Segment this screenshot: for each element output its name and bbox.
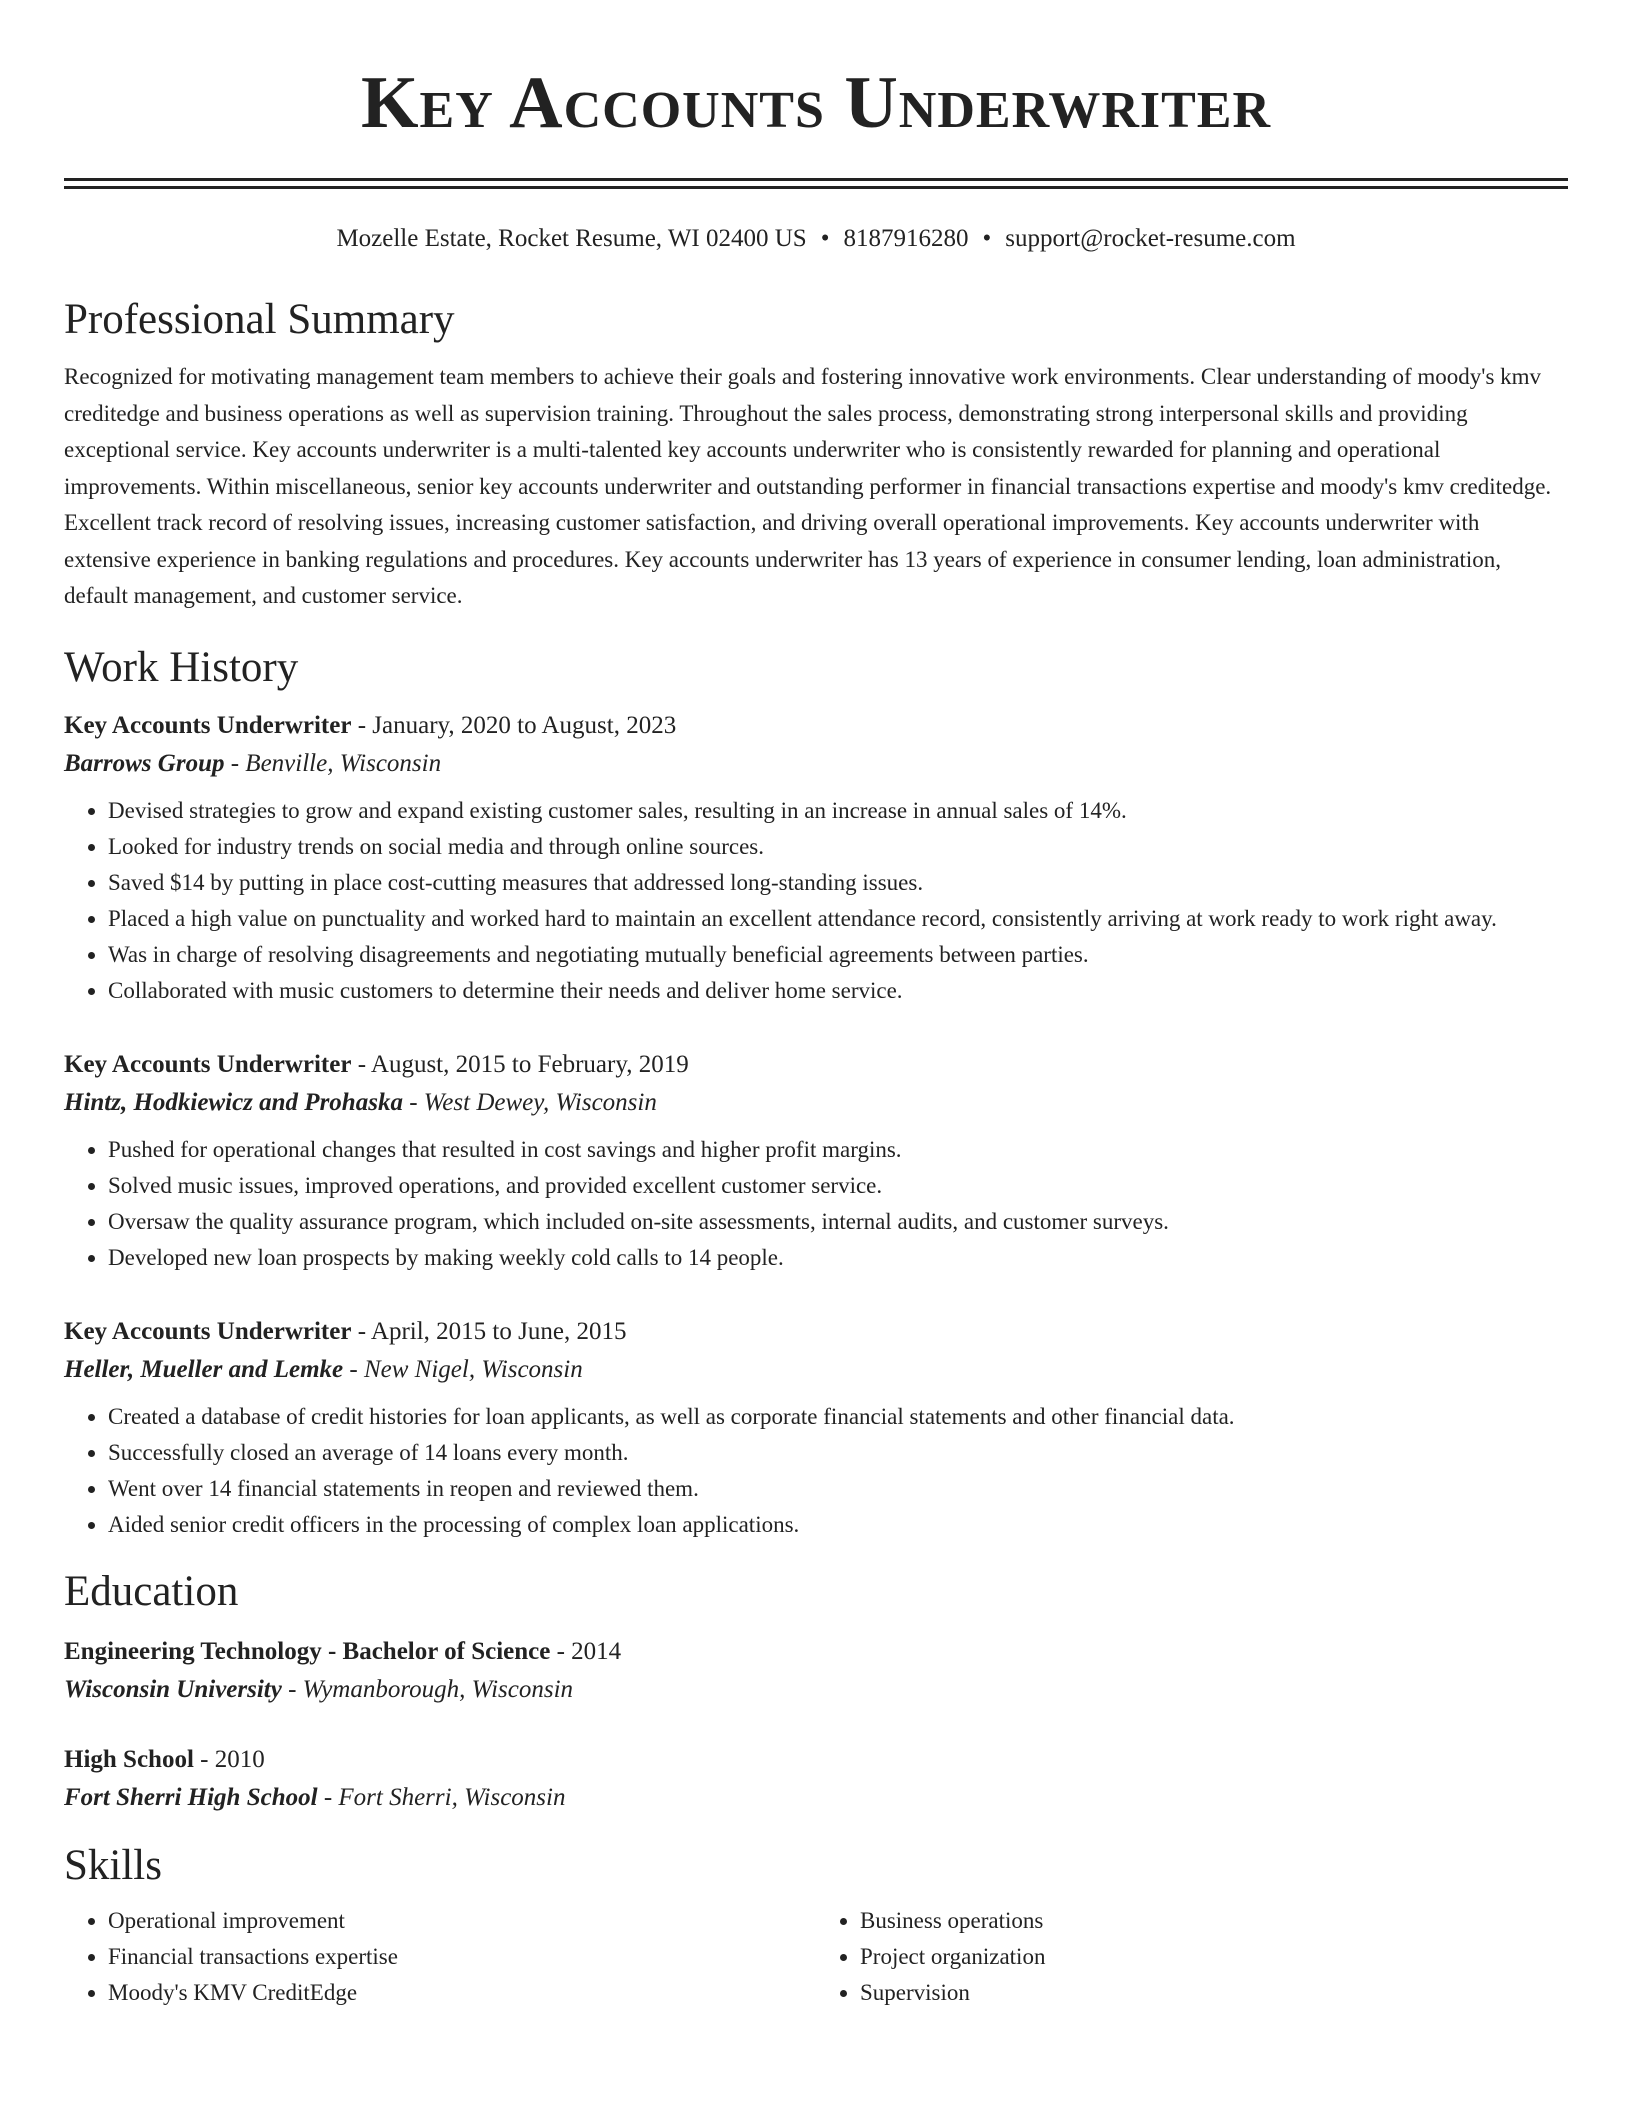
- education-school-line: [64, 1671, 1568, 1709]
- section-title-skills: Skills: [64, 1841, 162, 1889]
- job-bullets: [64, 1132, 1568, 1276]
- skills-column-right: [816, 1903, 1568, 2011]
- job-location: - New Nigel, Wisconsin: [343, 1355, 583, 1383]
- contact-line: [64, 223, 1568, 255]
- education-year: - 2010: [193, 1745, 265, 1773]
- list-item: • Moody's KMV CreditEdge: [108, 1975, 816, 2011]
- list-item: • Developed new loan prospects by making weekly cold calls to 14 people.: [108, 1240, 1568, 1276]
- job-location: - West Dewey, Wisconsin: [402, 1088, 657, 1116]
- education-location: - Wymanborough, Wisconsin: [281, 1675, 574, 1703]
- education-location: - Fort Sherri, Wisconsin: [317, 1783, 566, 1811]
- job-location: - Benville, Wisconsin: [224, 749, 442, 777]
- job-dates: - April, 2015 to June, 2015: [351, 1317, 627, 1345]
- list-item: • Saved $14 by putting in place cost-cutting measures that addressed long-standing issues.: [108, 865, 1568, 901]
- job-title-line: [64, 1313, 1568, 1351]
- education-degree: High School: [64, 1745, 194, 1773]
- list-item: • Looked for industry trends on social media and through online sources.: [108, 829, 1568, 865]
- list-item: • Created a database of credit histories for loan applicants, as well as corporate financial statements and other financial data.: [108, 1399, 1568, 1435]
- contact-separator: •: [982, 225, 992, 252]
- list-item: • Placed a high value on punctuality and worked hard to maintain an excellent attendance record, consistently arriving at work ready to work right away.: [108, 901, 1568, 937]
- summary-text: Recognized for motivating management team members to achieve their goals and fostering innovative work environments. Clear understanding of moody's kmv creditedge and business operations as well as supervision training. Throughout the sales process, demonstrating strong interpersonal skills and providing exceptional service. Key accounts underwriter is a multi-talented key accounts underwriter who is consistently rewarded for planning and operational improvements. Within miscellaneous, senior key accounts underwriter and outstanding performer in financial transactions expertise and moody's kmv creditedge. Excellent track record of resolving issues, increasing customer satisfaction, and driving overall operational improvements. Key accounts underwriter with extensive experience in banking regulations and procedures. Key accounts underwriter has 13 years of experience in consumer lending, loan administration, default management, and customer service.: [64, 364, 1552, 608]
- job-dates: - August, 2015 to February, 2019: [351, 1050, 689, 1078]
- list-item: • Was in charge of resolving disagreements and negotiating mutually beneficial agreements between parties.: [108, 937, 1568, 973]
- contact-separator: •: [820, 225, 830, 252]
- education-school: Wisconsin University: [64, 1675, 282, 1703]
- education-degree-line: [64, 1741, 1568, 1779]
- list-item: • Pushed for operational changes that resulted in cost savings and higher profit margins.: [108, 1132, 1568, 1168]
- skills-column-left: [64, 1903, 816, 2011]
- education-degree: Engineering Technology - Bachelor of Science: [64, 1637, 551, 1665]
- job-company-line: [64, 1351, 1568, 1389]
- list-item: • Successfully closed an average of 14 loans every month.: [108, 1435, 1568, 1471]
- list-item: • Devised strategies to grow and expand existing customer sales, resulting in an increase in annual sales of 14%.: [108, 793, 1568, 829]
- job-role: Key Accounts Underwriter: [64, 711, 352, 739]
- list-item: • Solved music issues, improved operations, and provided excellent customer service.: [108, 1168, 1568, 1204]
- section-title-education: Education: [64, 1567, 239, 1615]
- job-role: Key Accounts Underwriter: [64, 1317, 352, 1345]
- section-title-work-history: Work History: [64, 643, 299, 691]
- skills-list: [64, 1903, 1568, 2011]
- education-entry: [64, 1633, 1568, 1709]
- contact-address: Mozelle Estate, Rocket Resume, WI 02400 US: [336, 225, 807, 252]
- resume-name: Key Accounts Underwriter: [360, 62, 1272, 144]
- list-item: • Went over 14 financial statements in reopen and reviewed them.: [108, 1471, 1568, 1507]
- contact-email: support@rocket-resume.com: [1005, 225, 1296, 252]
- job-company: Heller, Mueller and Lemke: [64, 1355, 344, 1383]
- list-item: • Business operations: [860, 1903, 1568, 1939]
- education-year: - 2014: [550, 1637, 622, 1665]
- job-company-line: [64, 745, 1568, 783]
- job-entry: [64, 707, 1568, 1009]
- job-role: Key Accounts Underwriter: [64, 1050, 352, 1078]
- education-degree-line: [64, 1633, 1568, 1671]
- job-bullets: [64, 1399, 1568, 1543]
- education-school: Fort Sherri High School: [64, 1783, 318, 1811]
- job-title-line: [64, 707, 1568, 745]
- job-company-line: [64, 1084, 1568, 1122]
- job-dates: - January, 2020 to August, 2023: [351, 711, 677, 739]
- list-item: • Collaborated with music customers to determine their needs and deliver home service.: [108, 973, 1568, 1009]
- contact-phone: 8187916280: [843, 225, 969, 252]
- job-company: Barrows Group: [64, 749, 225, 777]
- job-title-line: [64, 1046, 1568, 1084]
- list-item: • Oversaw the quality assurance program, which included on-site assessments, internal audits, and customer surveys.: [108, 1204, 1568, 1240]
- education-school-line: [64, 1779, 1568, 1817]
- section-title-summary: Professional Summary: [64, 296, 455, 343]
- job-bullets: [64, 793, 1568, 1009]
- job-entry: [64, 1046, 1568, 1276]
- education-entry: [64, 1741, 1568, 1817]
- list-item: • Aided senior credit officers in the processing of complex loan applications.: [108, 1507, 1568, 1543]
- header-double-rule: [64, 178, 1568, 189]
- list-item: • Financial transactions expertise: [108, 1939, 816, 1975]
- list-item: • Project organization: [860, 1939, 1568, 1975]
- job-entry: [64, 1313, 1568, 1543]
- list-item: • Operational improvement: [108, 1903, 816, 1939]
- job-company: Hintz, Hodkiewicz and Prohaska: [64, 1088, 403, 1116]
- list-item: • Supervision: [860, 1975, 1568, 2011]
